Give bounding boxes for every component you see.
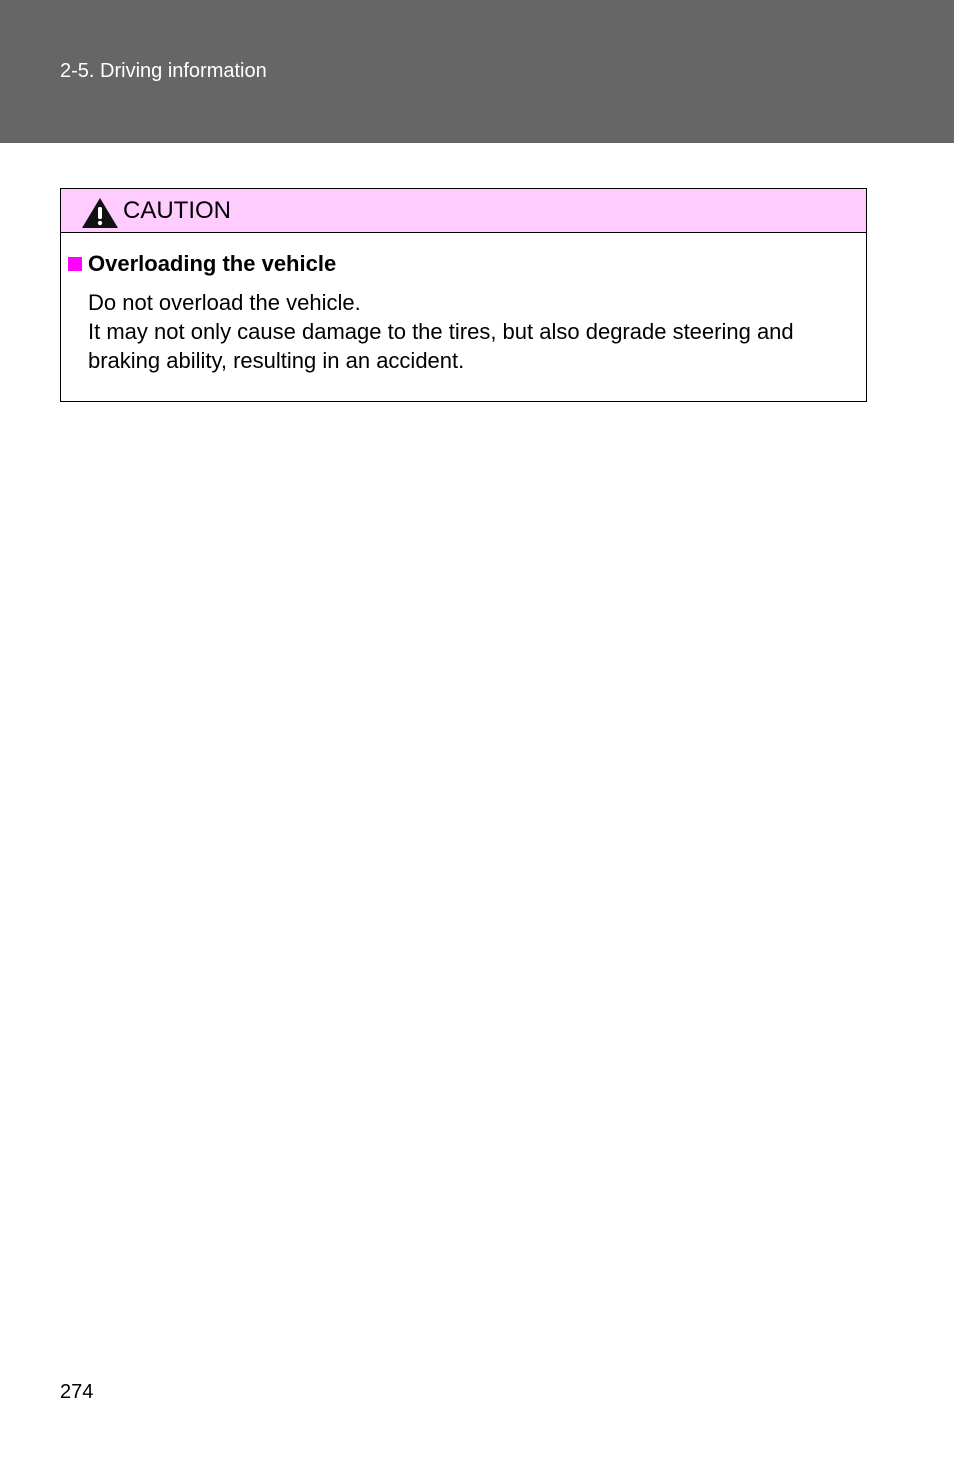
bullet-square-icon — [68, 257, 82, 271]
item-heading: Overloading the vehicle — [88, 251, 337, 276]
caution-box — [60, 188, 867, 402]
item-text-line: Do not overload the vehicle. — [88, 290, 361, 315]
caution-header — [61, 189, 866, 233]
header-band — [0, 0, 954, 143]
item-text-line: It may not only cause damage to the tires, but also degrade steering and — [88, 319, 794, 344]
section-title: 2-5. Driving information — [60, 60, 267, 82]
item-text — [88, 288, 863, 375]
warning-triangle-icon — [81, 197, 119, 229]
item-text-line: braking ability, resulting in an accident. — [88, 348, 465, 373]
caution-label: CAUTION — [123, 197, 231, 224]
page-number: 274 — [60, 1381, 94, 1403]
